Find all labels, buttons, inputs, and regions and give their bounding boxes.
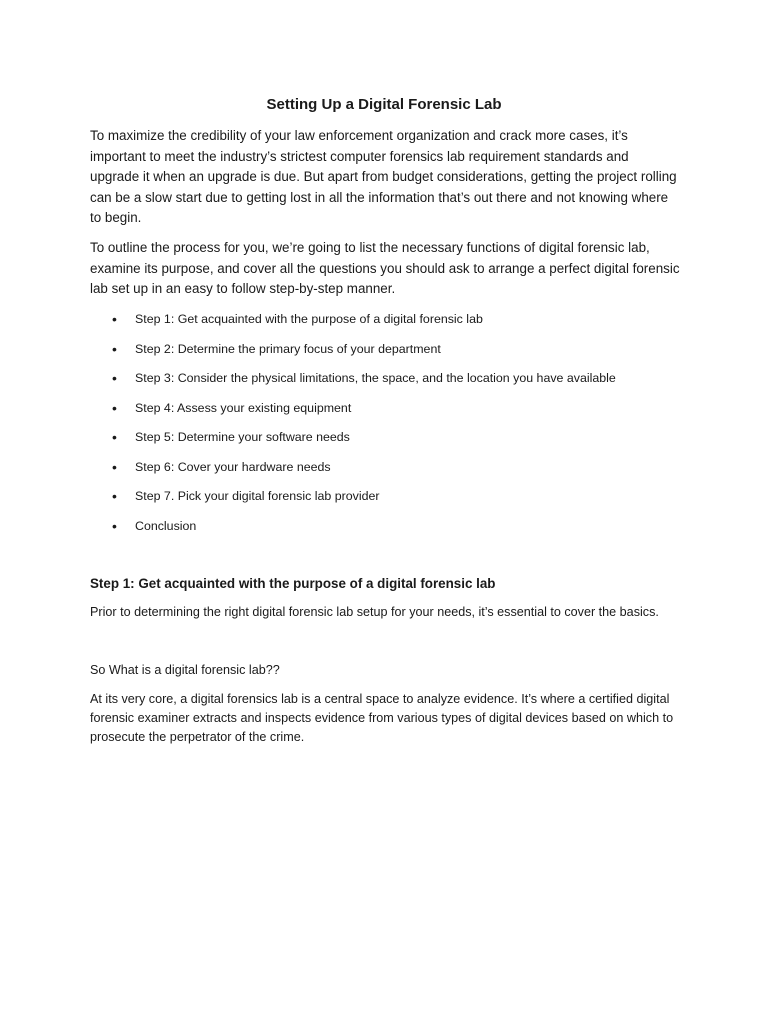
section-1-heading: Step 1: Get acquainted with the purpose of a digital forensic lab — [90, 576, 496, 591]
steps-list — [90, 308, 616, 544]
list-item — [90, 308, 616, 338]
list-item — [90, 367, 616, 397]
section-1-definition: At its very core, a digital forensics lab is a central space to analyze evidence. It’s where a certified digital forensic examiner extracts and inspects evidence from various types of digital devices based on which to prosecute the perpetrator of the crime. — [90, 692, 674, 744]
list-item-text: Step 1: Get acquainted with the purpose of a digital forensic lab — [135, 312, 483, 326]
list-item-text: Step 6: Cover your hardware needs — [135, 459, 331, 474]
document-title: Setting Up a Digital Forensic Lab — [266, 96, 502, 113]
bullet-icon: • — [112, 458, 117, 475]
bullet-icon: • — [112, 399, 117, 416]
bullet-icon: • — [112, 370, 117, 386]
list-item-text: Step 4: Assess your existing equipment — [135, 400, 352, 415]
list-item-text: Step 5: Determine your software needs — [135, 430, 350, 444]
list-item-text: Step 7. Pick your digital forensic lab provider — [135, 489, 380, 503]
list-item-text: Conclusion — [135, 518, 197, 533]
list-item — [90, 426, 616, 456]
list-item — [90, 338, 616, 368]
bullet-icon: • — [112, 488, 117, 504]
subheading-question: So What is a digital forensic lab?? — [90, 663, 280, 677]
list-item — [90, 397, 616, 427]
list-item — [90, 515, 616, 545]
list-item — [90, 485, 616, 515]
list-item-text: Step 2: Determine the primary focus of your department — [135, 341, 441, 356]
list-item-text: Step 3: Consider the physical limitations, the space, and the location you have available — [135, 371, 616, 385]
list-item — [90, 456, 616, 486]
bullet-icon: • — [112, 517, 117, 534]
section-1-paragraph: Prior to determining the right digital forensic lab setup for your needs, it’s essential to cover the basics. — [90, 605, 659, 619]
bullet-icon: • — [112, 311, 117, 327]
bullet-icon: • — [112, 340, 117, 357]
bullet-icon: • — [112, 429, 117, 445]
intro-paragraph-1: To maximize the credibility of your law enforcement organization and crack more cases, it’s important to meet the industry’s strictest computer forensics lab requirement standards and upgrade it when an upgrade is due. But apart from budget considerations, getting the project rolling can be a slow start due to getting lost in all the information that’s out there and not knowing where to begin. — [90, 128, 677, 225]
intro-paragraph-2: To outline the process for you, we’re going to list the necessary functions of digital forensic lab, examine its purpose, and cover all the questions you should ask to arrange a perfect digital forensic lab set up in an easy to follow step-by-step manner. — [90, 240, 680, 296]
